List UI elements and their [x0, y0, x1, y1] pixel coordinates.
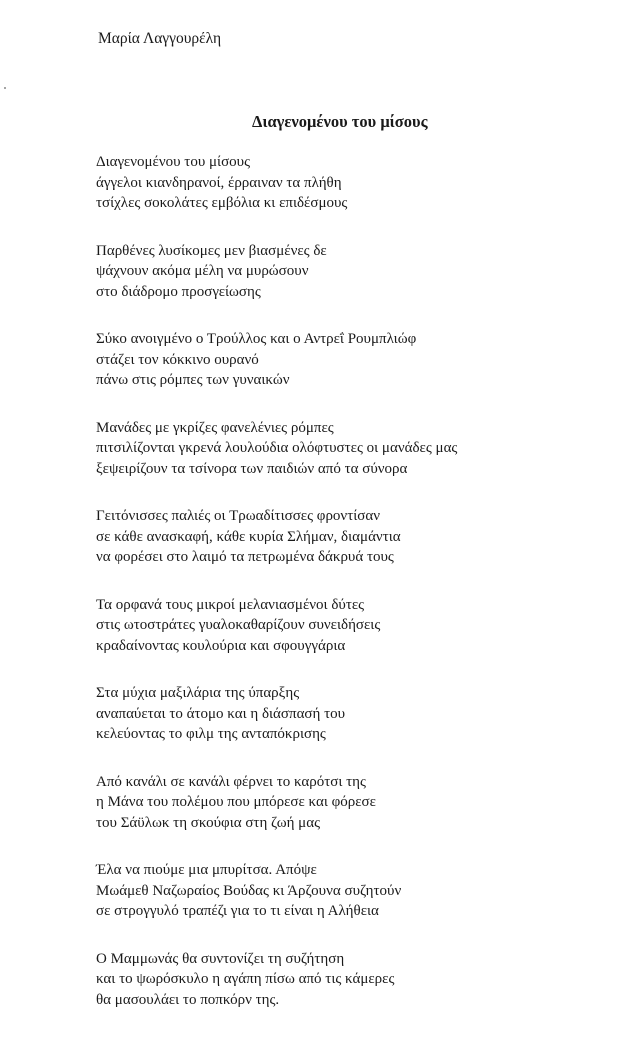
author-name: Μαρία Λαγγουρέλη [98, 30, 222, 47]
stanza [96, 595, 606, 657]
scan-speck [4, 87, 6, 89]
poem-line: η Μάνα του πολέμου που μπόρεσε και φόρεσε [96, 794, 376, 810]
poem-line: Στα μύχια μαξιλάρια της ύπαρξης [96, 685, 300, 701]
poem-line: να φορέσει στο λαιμό τα πετρωμένα δάκρυά τους [96, 549, 394, 565]
poem-line: και το ψωρόσκυλο η αγάπη πίσω από τις κάμερες [96, 971, 395, 987]
stanza [96, 241, 606, 303]
poem-line: αναπαύεται το άτομο και η διάσπασή του [96, 705, 346, 722]
poem-line: στάζει τον κόκκινο ουρανό [96, 351, 259, 368]
stanza [96, 329, 606, 391]
poem-line: Από κανάλι σε κανάλι φέρνει το καρότσι της [96, 773, 366, 790]
poem-line: Μωάμεθ Ναζωραίος Βούδας κι Άρζουνα συζητούν [96, 882, 402, 899]
poem-line: Μανάδες με γκρίζες φανελένιες ρόμπες [96, 419, 334, 436]
poem-line: τσίχλες σοκολάτες εμβόλια κι επιδέσμους [96, 195, 348, 211]
stanza [96, 683, 606, 745]
poem-line: στο διάδρομο προσγείωσης [96, 283, 261, 300]
poem-line: Παρθένες λυσίκομες μεν βιασμένες δε [96, 242, 327, 259]
stanza [96, 949, 606, 1011]
poem-line: του Σάϋλωκ τη σκούφια στη ζωή μας [96, 814, 321, 831]
poem-line: στις ωτοστράτες γυαλοκαθαρίζουν συνειδήσεις [96, 617, 381, 633]
poem-line: άγγελοι κιανδηρανοί, έρραιναν τα πλήθη [96, 174, 342, 191]
poem-line: πάνω στις ρόμπες των γυναικών [96, 372, 290, 388]
poem-line: σε στρογγυλό τραπέζι για το τι είναι η Αλήθεια [96, 903, 379, 919]
stanza [96, 152, 606, 214]
poem-line: κελεύοντας το φιλμ της ανταπόκρισης [96, 726, 326, 742]
poem-line: ξεψειρίζουν τα τσίνορα των παιδιών από τα σύνορα [96, 460, 408, 477]
poem-title: Διαγενομένου του μίσους [252, 112, 428, 131]
poem-line: σε κάθε ανασκαφή, κάθε κυρία Σλήμαν, διαμάντια [96, 528, 401, 545]
poem-line: Ο Μαμμωνάς θα συντονίζει τη συζήτηση [96, 950, 345, 967]
stanza [96, 772, 606, 834]
poem-line: κραδαίνοντας κουλούρια και σφουγγάρια [96, 637, 346, 654]
poem-line: Διαγενομένου του μίσους [96, 154, 251, 170]
poem-body [96, 152, 606, 1037]
poem-line: ψάχνουν ακόμα μέλη να μυρώσουν [96, 263, 309, 279]
poem-line: Τα ορφανά τους μικροί μελανιασμένοι δύτες [96, 596, 365, 613]
poem-line: Γειτόνισσες παλιές οι Τρωαδίτισσες φροντίσαν [96, 508, 380, 524]
poem-line: Έλα να πιούμε μια μπυρίτσα. Απόψε [96, 862, 317, 878]
stanza [96, 860, 606, 922]
poem-line: Σύκο ανοιγμένο ο Τρούλλος και ο Αντρεΐ Ρουμπλιώφ [96, 331, 417, 347]
stanza [96, 506, 606, 568]
poem-line: θα μασουλάει το ποπκόρν της. [96, 991, 280, 1008]
poem-line: πιτσιλίζονται γκρενά λουλούδια ολόφτυστες οι μανάδες μας [96, 440, 458, 456]
stanza [96, 418, 606, 480]
